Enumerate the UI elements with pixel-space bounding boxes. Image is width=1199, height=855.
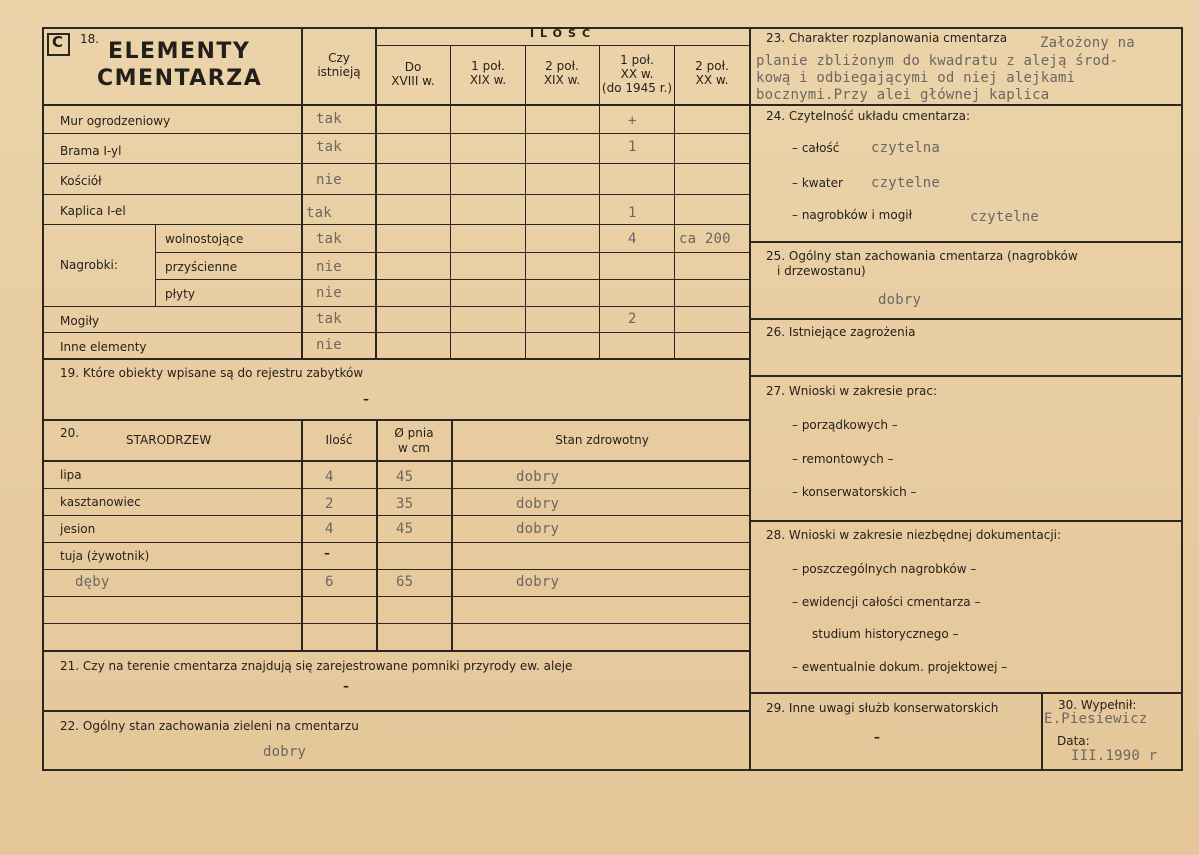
- header-1pol-xix-1: 1 poł.: [471, 59, 505, 73]
- s27-konserwatorskich: – konserwatorskich –: [792, 485, 917, 499]
- section-18-number: 18.: [80, 32, 100, 46]
- s28-nagrobkow: – poszczególnych nagrobków –: [792, 562, 977, 576]
- s18-col-4: [599, 45, 600, 359]
- row-label-brama: Brama I-yl: [60, 144, 122, 158]
- header-do-xviii-2: XVIII w.: [391, 74, 435, 88]
- section-25-label-2: i drzewostanu): [777, 264, 866, 278]
- tree-pnia-deby: 65: [396, 574, 414, 590]
- section-22-label: 22. Ogólny stan zachowania zieleni na cmentarzu: [60, 719, 359, 733]
- section-26-label: 26. Istniejące zagrożenia: [766, 325, 916, 339]
- value-wolnostojace-1polxx: 4: [628, 231, 637, 247]
- section-21-value: –: [343, 679, 349, 693]
- row-label-wolnostojace: wolnostojące: [165, 232, 244, 246]
- tree-name-deby: dęby: [75, 574, 110, 590]
- s24-kwater-value: czytelne: [871, 175, 941, 191]
- section-19-value: –: [363, 392, 369, 406]
- tree-name-lipa: lipa: [60, 468, 82, 482]
- section-25-value: dobry: [878, 292, 922, 308]
- tree-ilosc-lipa: 4: [325, 469, 334, 485]
- value-przyscienne-czy: nie: [316, 259, 342, 275]
- tree-name-kasztanowiec: kasztanowiec: [60, 495, 141, 509]
- header-1pol-xx-2: XX w.: [620, 67, 654, 81]
- row-label-mogily: Mogiły: [60, 314, 100, 328]
- tree-stan-deby: dobry: [516, 574, 560, 590]
- tree-name-jesion: jesion: [60, 522, 96, 536]
- frame-middle: [749, 27, 751, 771]
- s28-ewidencji: – ewidencji całości cmentarza –: [792, 595, 981, 609]
- value-kaplica-1polxx: 1: [628, 205, 637, 221]
- s18-col-1: [375, 27, 377, 359]
- header-do-xviii-1: Do: [404, 60, 422, 74]
- section-29-value: –: [874, 730, 880, 744]
- value-wolnostojace-czy: tak: [316, 231, 342, 247]
- tree-pnia-kasztanowiec: 35: [396, 496, 414, 512]
- s24-nagrobkow-label: – nagrobków i mogił: [792, 208, 913, 222]
- tree-stan-kasztanowiec: dobry: [516, 496, 560, 512]
- section-23-value-3: kową i odbiegającymi od niej alejkami: [756, 70, 1076, 86]
- section-30-label: 30. Wypełnił:: [1058, 698, 1137, 712]
- frame-right: [1181, 27, 1183, 771]
- value-wolnostojace-2polxx: ca 200: [679, 231, 731, 247]
- section-19-label: 19. Które obiekty wpisane są do rejestru zabytków: [60, 366, 364, 380]
- section-27-label: 27. Wnioski w zakresie prac:: [766, 384, 938, 398]
- section-letter: C: [52, 33, 64, 51]
- header-czy-2: istnieją: [317, 65, 361, 79]
- header-2pol-xx-2: XX w.: [695, 73, 729, 87]
- value-brama-czy: tak: [316, 139, 342, 155]
- s18-col-czy: [301, 27, 303, 359]
- section-18-title-1: ELEMENTY: [108, 39, 251, 64]
- section-21-label: 21. Czy na terenie cmentarza znajdują się zarejestrowane pomniki przyrody ew. aleje: [60, 659, 573, 673]
- ilosc-under: [376, 45, 750, 46]
- value-mogily-czy: tak: [316, 311, 342, 327]
- s18-header-bottom: [42, 104, 750, 106]
- s27-remontowych: – remontowych –: [792, 452, 894, 466]
- section-24-label: 24. Czytelność układu cmentarza:: [766, 109, 971, 123]
- value-plyty-czy: nie: [316, 285, 342, 301]
- section-30-data-label: Data:: [1057, 734, 1090, 748]
- row-label-kaplica: Kaplica I-el: [60, 204, 126, 218]
- value-brama-1polxx: 1: [628, 139, 637, 155]
- tree-ilosc-jesion: 4: [325, 521, 334, 537]
- row-label-kosciol: Kościół: [60, 174, 102, 188]
- section-23-value-1: Założony na: [1040, 35, 1135, 51]
- header-ilosc-trees: Ilość: [325, 433, 353, 447]
- tree-pnia-jesion: 45: [396, 521, 414, 537]
- s18-col-2: [450, 45, 451, 359]
- value-mur-czy: tak: [316, 111, 342, 127]
- section-22-value: dobry: [263, 744, 307, 760]
- tree-ilosc-tuja: –: [324, 546, 330, 560]
- section-23-value-4: bocznymi.Przy alei głównej kaplica: [756, 87, 1050, 103]
- row-label-nagrobki: Nagrobki:: [60, 258, 118, 272]
- s27-porzadkowych: – porządkowych –: [792, 418, 898, 432]
- header-ilosc: ILOŚĆ: [529, 27, 597, 40]
- section-29-label: 29. Inne uwagi służb konserwatorskich: [766, 701, 999, 715]
- section-28-label: 28. Wnioski w zakresie niezbędnej dokumentacji:: [766, 528, 1062, 542]
- tree-stan-jesion: dobry: [516, 521, 560, 537]
- row-label-przyscienne: przyścienne: [165, 260, 238, 274]
- frame-top: [42, 27, 1183, 29]
- section-25-label-1: 25. Ogólny stan zachowania cmentarza (nagrobków: [766, 249, 1078, 263]
- header-stan-zdrowotny: Stan zdrowotny: [555, 433, 649, 447]
- section-20-number: 20.: [60, 426, 80, 440]
- header-1pol-xx-1: 1 poł.: [620, 53, 654, 67]
- value-kosciol-czy: nie: [316, 172, 342, 188]
- header-pnia-2: w cm: [398, 441, 430, 455]
- s28-projektowej: – ewentualnie dokum. projektowej –: [792, 660, 1008, 674]
- frame-bottom: [42, 769, 1183, 771]
- header-2pol-xix-1: 2 poł.: [545, 59, 579, 73]
- s24-nagrobkow-value: czytelne: [970, 209, 1040, 225]
- section-23-value-2: planie zbliżonym do kwadratu z aleją środ-: [756, 53, 1119, 69]
- s24-calosc-label: – całość: [792, 141, 840, 155]
- header-1pol-xix-2: XIX w.: [469, 73, 507, 87]
- tree-stan-lipa: dobry: [516, 469, 560, 485]
- tree-ilosc-deby: 6: [325, 574, 334, 590]
- row-label-inne: Inne elementy: [60, 340, 147, 354]
- nagrobki-divider: [155, 224, 156, 306]
- tree-ilosc-kasztanowiec: 2: [325, 496, 334, 512]
- header-2pol-xx-1: 2 poł.: [695, 59, 729, 73]
- s18-col-5: [674, 45, 675, 359]
- section-30-name: E.Piesiewicz: [1044, 711, 1148, 727]
- header-1pol-xx-3: (do 1945 r.): [601, 81, 673, 95]
- value-inne-czy: nie: [316, 337, 342, 353]
- section-23-label: 23. Charakter rozplanowania cmentarza: [766, 31, 1008, 45]
- header-2pol-xix-2: XIX w.: [543, 73, 581, 87]
- header-czy-1: Czy: [328, 51, 350, 65]
- tree-name-tuja: tuja (żywotnik): [60, 549, 150, 563]
- section-20-title: STARODRZEW: [126, 433, 212, 447]
- section-18-title-2: CMENTARZA: [97, 66, 263, 91]
- section-30-date: III.1990 r: [1071, 748, 1158, 764]
- s24-kwater-label: – kwater: [792, 176, 843, 190]
- value-mur-1polxx: +: [628, 113, 637, 129]
- frame-left: [42, 27, 44, 771]
- s24-calosc-value: czytelna: [871, 140, 941, 156]
- tree-pnia-lipa: 45: [396, 469, 414, 485]
- row-label-plyty: płyty: [165, 287, 195, 301]
- s18-col-3: [525, 45, 526, 359]
- row-label-mur: Mur ogrodzeniowy: [60, 114, 171, 128]
- s28-studium: studium historycznego –: [812, 627, 959, 641]
- value-mogily-1polxx: 2: [628, 311, 637, 327]
- value-kaplica-czy: tak: [306, 205, 332, 221]
- header-pnia-1: Ø pnia: [394, 426, 434, 440]
